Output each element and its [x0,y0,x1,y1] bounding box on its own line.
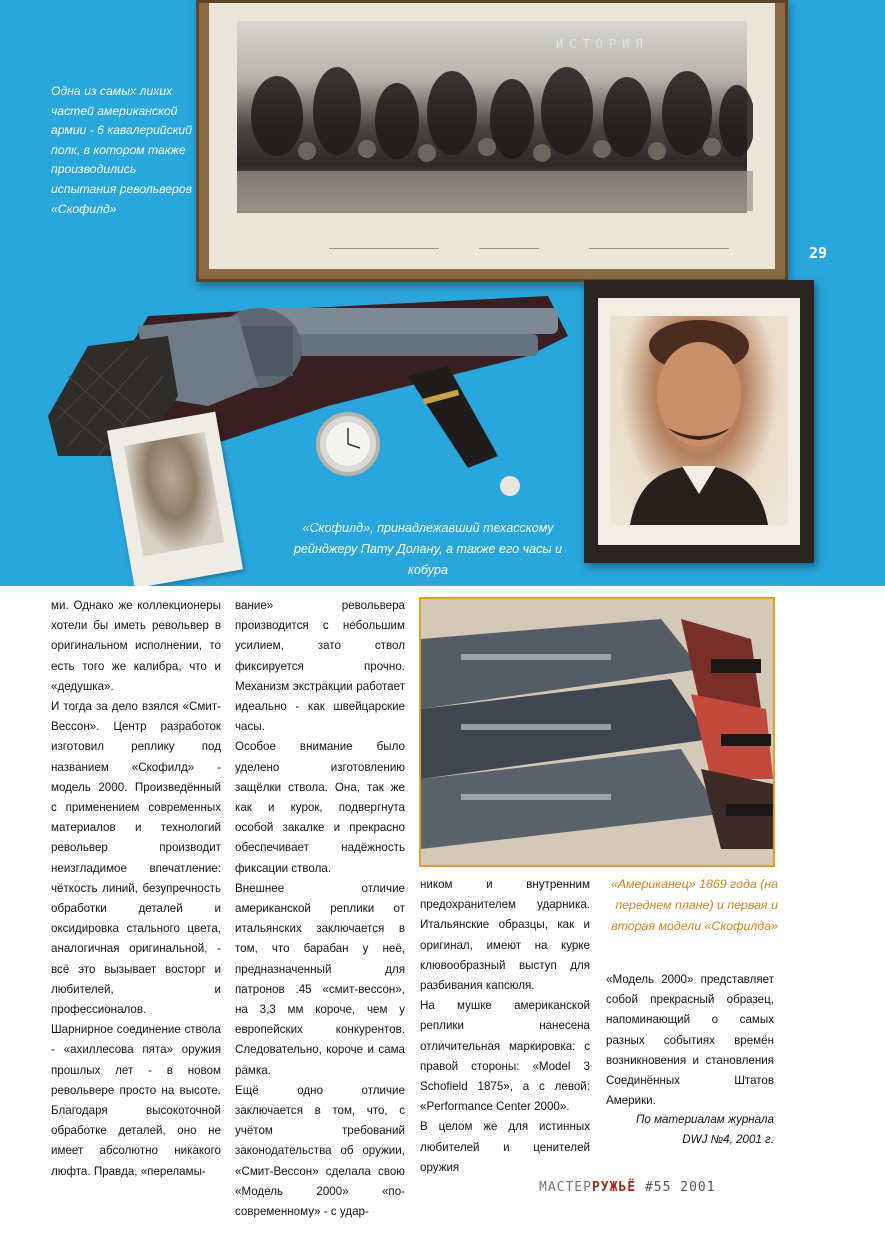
cavalry-silhouettes [237,21,753,211]
caption-schofield-pat-dolan: «Скофилд», принадлежавший техасскому рейнджеру Пату Долану, а также его часы и кобура [293,521,563,577]
revolvers-closeup-photo [419,597,775,867]
pat-dolan-portrait-frame [584,280,814,563]
cavalry-regiment-framed-photo [196,0,788,282]
source-credit [600,1110,774,1150]
paragraph: вание» револьвера производится с небольшим усилием, зато ствол фиксируется прочно. Механизм экстракции работает идеально - как швейцарские часы. [235,599,405,734]
paragraph: Шарнирное соединение ствола - «ахиллесова пята» оружия прошлых лет - в новом револьвере просто на высоте. Благодаря высокоточной обработке деталей, оно не имеет абсолютно никакого люфта. Правда, «переламы- [51,1023,221,1178]
cavalry-photo-image [237,21,747,213]
paragraph: ми. Однако же коллекционеры хотели бы иметь револьвер в оригинальном исполнении, то есть того же калибра, что и «дедушка». [51,599,221,693]
credit-line: DWJ №4, 2001 г. [682,1133,774,1147]
issue-number: #55 2001 [644,1180,716,1195]
page-number: 29 [809,244,828,262]
credit-line: По материалам журнала [636,1113,774,1126]
brand-light: МАСТЕР [539,1180,592,1195]
article-column-4 [606,970,774,1111]
paragraph: В целом же для истинных любителей и ценителей оружия [420,1120,590,1174]
brand-strong: РУЖЬЁ [591,1180,637,1195]
hero-photo-collage [0,0,885,586]
article-column-2 [235,596,405,1222]
magazine-footer [539,1180,716,1195]
article-column-1 [51,596,221,1182]
paragraph: На мушке американской реплики нанесена отличительная маркировка: с правой стороны: «Model 3 Schofield 1875», а с левой: «Performance Center 2000». [420,999,590,1114]
paragraph: Внешнее отличие американской реплики от итальянских заключается в том, что барабан у неё, предназначенный для патронов .45 «смит-вессон», на 3,3 мм короче, чем у европейских конкурентов. Следовательно, короче и сама рамка. [235,881,405,1077]
paragraph: Ещё одно отличие заключается в том, что, с учётом требований законодательства об оружии, «Смит-Вессон» сделала свою «Модель 2000» «по-современному» - с удар- [235,1083,405,1219]
caption-cavalry-regiment: Одна из самых лихих частей американской армии - 6 кавалерийский полк, в котором также производились испытания револьверов «Скофилд» [51,84,192,216]
section-tag: ИСТОРИЯ [556,37,649,51]
paragraph: «Модель 2000» представляет собой прекрасный образец, напоминающий о самых разных событиях времён возникновения и становления Соединённых Штатов Америки. [606,973,774,1108]
pat-dolan-portrait [610,316,788,525]
paragraph: И тогда за дело взялся «Смит-Вессон». Центр разработок изготовил реплику под названием «Скофилд» - модель 2000. Произведённый с применением современных материалов и технологий револьвер производит неизгладимое впечатление: чёткость линий, безупречность обработки деталей и оксидировка стального цвета, аналогичная оригинальной, - всё это вызывает восторг и любителей, и профессионалов. [51,700,221,1017]
caption-american-1869: «Американец» 1869 года (на переднем плане) и первая и вторая модели «Скофилда» [610,877,778,933]
paragraph: Особое внимание было уделено изготовлению защёлки ствола. Она, так же как и курок, подвергнута особой закалке и прекрасно обеспечивает надёжность фиксации ствола. [235,740,405,875]
article-column-3 [420,875,590,1178]
paragraph: ником и внутренним предохранителем ударника. Итальянские образцы, как и оригинал, имеют на курке клювообразный выступ для разбивания капсюля. [420,878,590,993]
